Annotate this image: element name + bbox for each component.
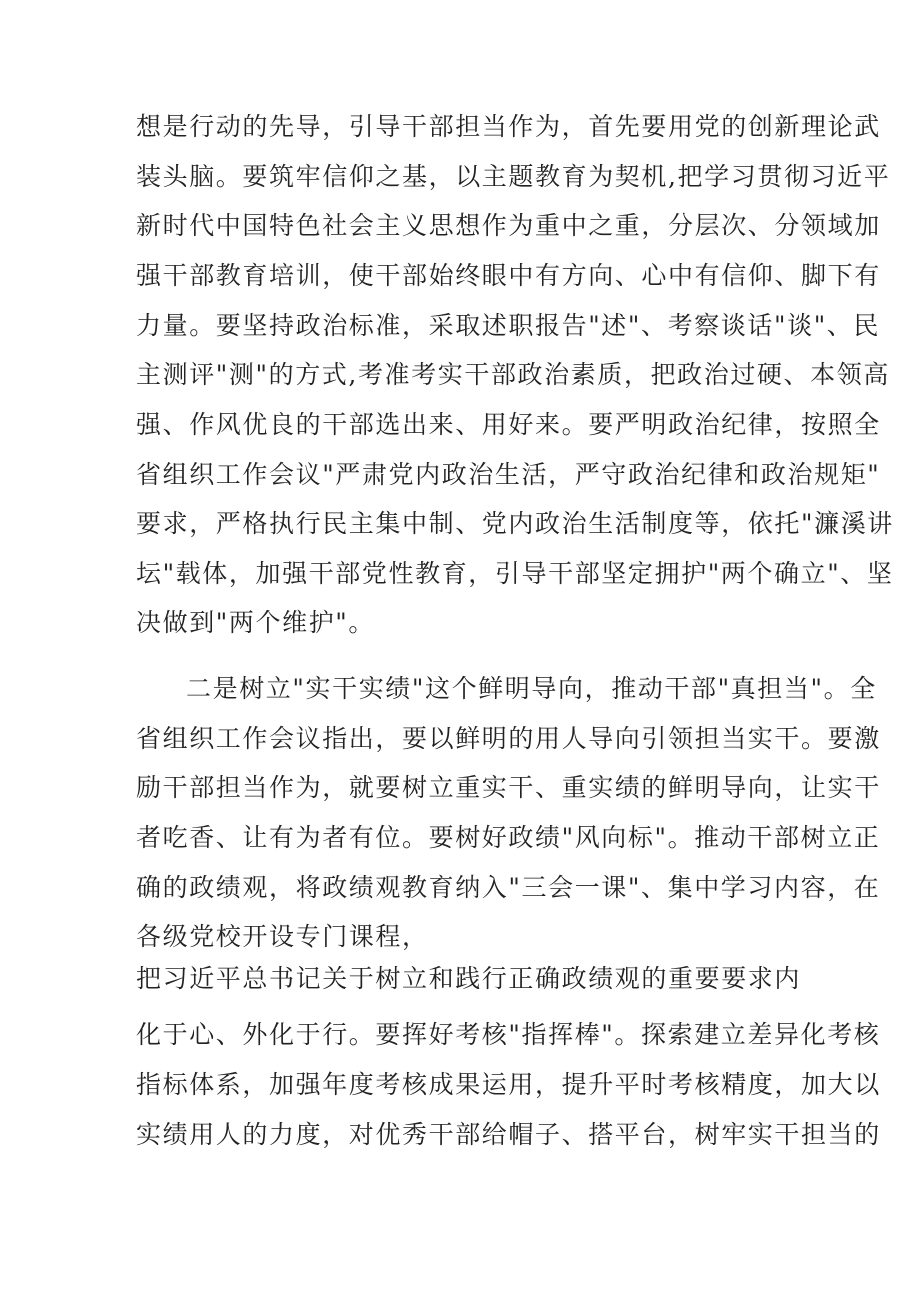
text-line: 主测评"测"的方式,考准考实干部政治素质，把政治过硬、本领高 [136, 360, 890, 389]
text-line: 者吃香、让有为者有位。要树好政绩"风向标"。推动干部树立正 [136, 823, 881, 852]
text-line: 强干部教育培训，使干部始终眼中有方向、心中有信仰、脚下有 [136, 261, 881, 290]
text-line: 要求，严格执行民主集中制、党内政治生活制度等，依托"濂溪讲 [136, 509, 894, 538]
text-line: 确的政绩观，将政绩观教育纳入"三会一课"、集中学习内容，在 [136, 873, 881, 902]
text-line: 新时代中国特色社会主义思想作为重中之重，分层次、分领域加 [136, 211, 881, 240]
text-line: 决做到"两个维护"。 [136, 608, 375, 637]
text-line: 把习近平总书记关于树立和践行正确政绩观的重要要求内 [136, 964, 802, 993]
text-line: 想是行动的先导，引导干部担当作为，首先要用党的创新理论武 [136, 112, 881, 141]
text-line: 力量。要坚持政治标准，采取述职报告"述"、考察谈话"谈"、民 [136, 311, 880, 340]
text-line: 化于心、外化于行。要挥好考核"指挥棒"。探索建立差异化考核 [136, 1020, 881, 1049]
text-line: 省组织工作会议"严肃党内政治生活，严守政治纪律和政治规矩" [136, 460, 881, 489]
text-line: 装头脑。要筑牢信仰之基，以主题教育为契机,把学习贯彻习近平 [136, 162, 891, 191]
text-line: 各级党校开设专门课程， [136, 922, 429, 951]
text-line: 励干部担当作为，就要树立重实干、重实绩的鲜明导向，让实干 [136, 773, 881, 802]
text-line: 实绩用人的力度，对优秀干部给帽子、搭平台，树牢实干担当的 [136, 1120, 881, 1149]
text-line: 指标体系，加强年度考核成果运用，提升平时考核精度，加大以 [136, 1070, 881, 1099]
text-line: 省组织工作会议指出，要以鲜明的用人导向引领担当实干。要激 [136, 724, 881, 753]
paragraph-first-line: 二是树立"实干实绩"这个鲜明导向，推动干部"真担当"。全 [186, 674, 877, 703]
text-line: 坛"载体，加强干部党性教育，引导干部坚定拥护"两个确立"、坚 [136, 559, 894, 588]
text-line: 强、作风优良的干部选出来、用好来。要严明政治纪律，按照全 [136, 410, 881, 439]
